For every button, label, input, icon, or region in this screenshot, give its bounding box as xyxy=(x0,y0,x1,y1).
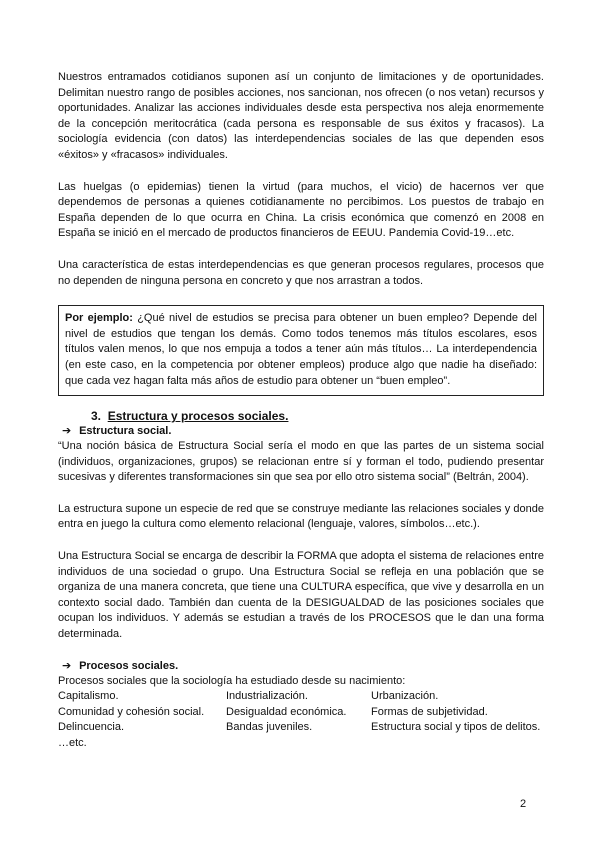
section-title: Estructura y procesos sociales. xyxy=(107,409,289,424)
process-item: Urbanización. xyxy=(371,690,439,703)
process-item: Industrialización. xyxy=(226,690,308,703)
processes-etc: …etc. xyxy=(58,737,87,749)
paragraph-forma: Una Estructura Social se encarga de describir la FORMA que adopta el sistema de relaciones entre individuos de una sociedad o grupo. Una Estructura Social se refleja en una población que se organiza de una manera concreta, que tiene una CULTURA específica, que vive y desarrolla en un contexto social dado. También dan cuenta de la DESIGUALDAD de las posiciones sociales que ocupan los individuos. Y además se estudian a través de los PROCESOS que le dan una forma determinada. xyxy=(58,550,544,641)
process-item: Capitalismo. xyxy=(58,690,119,703)
paragraph-entramados: Nuestros entramados cotidianos suponen así un conjunto de limitaciones y de oportunidades. Delimitan nuestro rango de posibles acciones, nos sancionan, nos ofrecen (o nos vetan) recursos y oportunidades. Analizar las acciones individuales desde esta perspectiva nos aleja enormemente de la concepción meritocrática (cada persona es responsable de sus éxitos y fracasos). La sociología evidencia (con datos) las interdependencias sociales de las que dependen esos «éxitos» y «fracasos» individuales. xyxy=(58,71,544,161)
list-item xyxy=(58,705,544,721)
process-item: Estructura social y tipos de delitos. xyxy=(371,721,541,734)
process-item: Delincuencia. xyxy=(58,721,125,734)
arrow-right-icon: ➔ xyxy=(62,659,72,672)
example-lead: Por ejemplo: xyxy=(65,312,133,325)
subheading-procesos xyxy=(58,659,544,674)
example-text xyxy=(65,311,537,389)
example-box xyxy=(58,305,544,396)
subheading-estructura-title: Estructura social. xyxy=(79,425,172,438)
document-page xyxy=(58,70,544,752)
subheading-procesos-title: Procesos sociales. xyxy=(79,659,179,672)
process-item: Formas de subjetividad. xyxy=(371,705,488,718)
paragraph-huelgas: Las huelgas (o epidemias) tienen la virtud (para muchos, el vicio) de hacernos ver que dependemos de personas a quienes cotidianamente no percibimos. Los puestos de trabajo en España dependen de lo que ocurra en China. La crisis económica que comenzó en 2008 en España se inició en el mercado de productos financieros de EEUU. Pandemia Covid-19…etc. xyxy=(58,180,544,240)
paragraph-interdependencias: Una característica de estas interdependencias es que generan procesos regulares, procesos que no dependen de ninguna persona en concreto y que nos arrastran a todos. xyxy=(58,258,544,287)
process-item: Bandas juveniles. xyxy=(226,721,313,734)
section-number: 3. xyxy=(91,409,102,424)
process-item: Comunidad y cohesión social. xyxy=(58,705,205,718)
quote-beltran: “Una noción básica de Estructura Social sería el modo en que las partes de un sistema social (individuos, organizaciones, grupos) se relacionan entre sí y forman el todo, pudiendo presentar sucesivas y diferentes transformaciones sin que sea por ello otro sistema social” (Beltrán, 2004). xyxy=(58,440,544,484)
section-heading xyxy=(58,408,544,424)
list-item xyxy=(58,720,544,736)
page-number: 2 xyxy=(520,798,527,810)
processes-intro: Procesos sociales que la sociología ha estudiado desde su nacimiento: xyxy=(58,674,406,687)
processes-list xyxy=(58,689,544,751)
arrow-right-icon: ➔ xyxy=(62,425,72,438)
list-item xyxy=(58,689,544,705)
paragraph-red: La estructura supone un especie de red que se construye mediante las relaciones sociales y donde entra en juego la cultura como elemento relacional (lenguaje, valores, símbolos…etc.). xyxy=(58,502,544,531)
example-body: ¿Qué nivel de estudios se precisa para obtener un buen empleo? Depende del nivel de estudios que tengan los demás. Como todos tenemos más títulos escolares, esos títulos valen menos, lo que nos empuja a todos a tener aún más títulos… La interdependencia (en este caso, en la competencia por obtener empleos) produce algo que nadie ha diseñado: que cada vez hagan falta más años de estudio para obtener un “buen empleo”. xyxy=(65,312,538,387)
subheading-estructura xyxy=(58,424,544,439)
process-item: Desigualdad económica. xyxy=(226,705,347,718)
